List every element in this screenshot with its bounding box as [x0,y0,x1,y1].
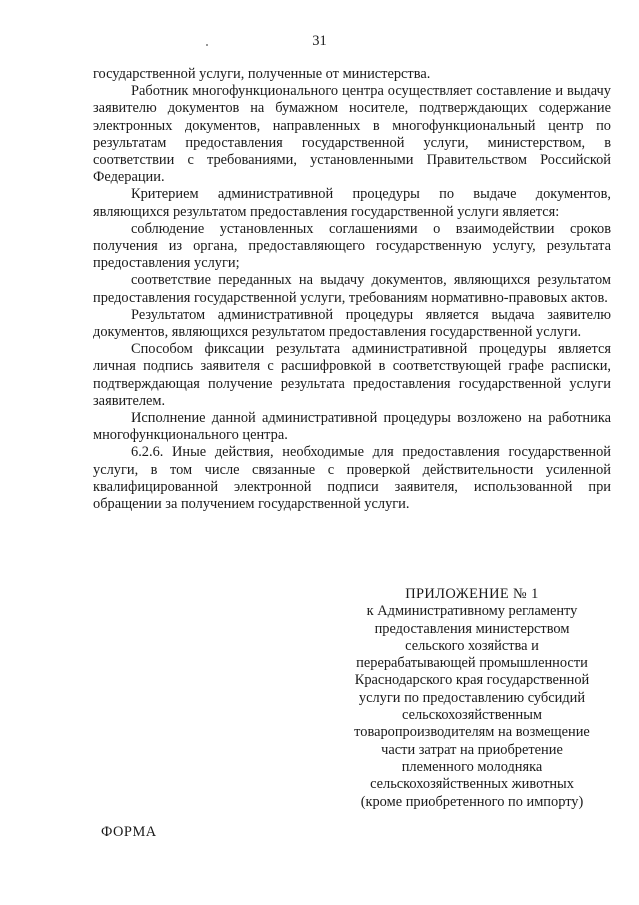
paragraph-execution: Исполнение данной административной процедуры возложено на работника многофункционального центра. [93,410,611,444]
main-text [93,66,611,513]
appendix-line: племенного молодняка [401,758,543,775]
paragraph-mfc-worker: Работник многофункционального центра осуществляет составление и выдачу заявителю документов на бумажном носителе, подтверждающих содержание электронных документов, направленных в многофункциональный центр по результатам предоставления государственной услуги, министерством, в соответствии с требованиями, установленными Правительством Российской Федерации. [93,83,611,186]
appendix-line: сельскохозяйственных животных [370,776,574,793]
appendix-line: товаропроизводителям на возмещение [354,724,590,741]
appendix-line: (кроме приобретенного по импорту) [360,793,584,810]
appendix-line: сельского хозяйства и [405,637,539,654]
appendix-line: предоставления министерством [374,620,570,637]
appendix-line: услуги по предоставлению субсидий [358,689,586,706]
paragraph-compliance: соответствие переданных на выдачу документов, являющихся результатом предоставления государственной услуги, требованиям нормативно-правовых актов. [93,272,611,306]
paragraph-6-2-6: 6.2.6. Иные действия, необходимые для предоставления государственной услуги, в том числе связанные с проверкой действительности усиленной квалифицированной электронной подписи заявителя, использованной при обращении за получением государственной услуги. [93,444,611,513]
page-number: 31 [312,33,327,49]
form-label: ФОРМА [101,824,157,840]
paragraph-fixation: Способом фиксации результата административной процедуры является личная подпись заявителя с расшифровкой в соответствующей графе расписки, подтверждающая получение результата предоставления государственной услуги заявителем. [93,341,611,409]
appendix-title: ПРИЛОЖЕНИЕ № 1 [405,586,539,602]
paragraph-criterion: Критерием административной процедуры по выдаче документов, являющихся результатом предоставления государственной услуги является: [93,186,611,220]
appendix-line: к Административному регламенту [366,603,578,620]
appendix-block [336,586,608,811]
appendix-line: сельскохозяйственным [402,707,542,724]
appendix-line: Краснодарского края государственной [354,672,590,689]
paragraph-result: Результатом административной процедуры является выдача заявителю документов, являющихся результатом предоставления государственной услуги. [93,306,611,341]
appendix-line: части затрат на приобретение [381,741,563,758]
appendix-line: перерабатывающей промышленности [356,655,588,672]
paragraph-deadlines: соблюдение установленных соглашениями о взаимодействии сроков получения из органа, предоставляющего государственную услугу, результата предоставления услуги; [93,220,611,272]
paragraph-continuation: государственной услуги, полученные от министерства. [93,66,431,82]
